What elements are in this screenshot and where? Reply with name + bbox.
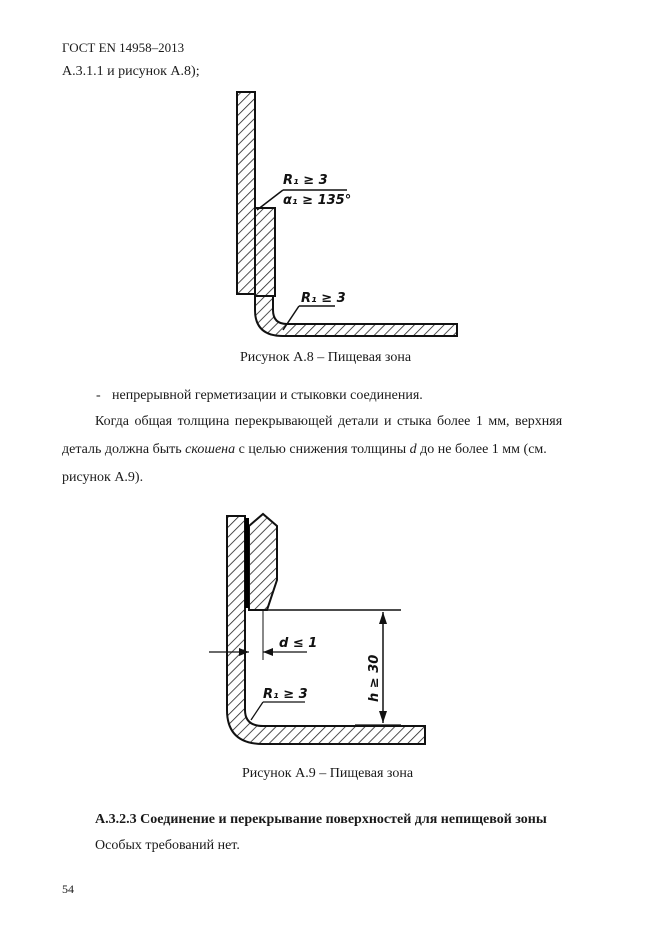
base-sheet bbox=[255, 296, 457, 336]
emphasis-d: d bbox=[409, 442, 417, 457]
paragraph-line-1: Когда общая толщина перекрывающей детали и стыка более 1 мм, верхняя bbox=[95, 414, 563, 429]
overlap-plate bbox=[255, 208, 275, 296]
section-body: Особых требований нет. bbox=[95, 838, 240, 853]
figure-a9-drawing bbox=[205, 510, 430, 755]
tapered-plate bbox=[249, 514, 277, 610]
figure-a8-caption: Рисунок А.8 – Пищевая зона bbox=[240, 350, 412, 365]
label-r1-top: R₁ ≥ 3 bbox=[283, 173, 328, 188]
label-r1: R₁ ≥ 3 bbox=[263, 687, 308, 702]
paragraph-line-2 bbox=[62, 442, 547, 458]
label-r1-bottom: R₁ ≥ 3 bbox=[301, 291, 346, 306]
paragraph-line-3: рисунок А.9). bbox=[62, 470, 144, 485]
page-number: 54 bbox=[62, 882, 74, 896]
intro-line: А.3.1.1 и рисунок А.8); bbox=[62, 64, 200, 79]
bullet-text: непрерывной герметизации и стыковки соединения. bbox=[112, 388, 423, 403]
bullet-dash: - bbox=[96, 388, 101, 403]
paragraph-line-2a: деталь должна быть bbox=[62, 442, 186, 457]
label-d: d ≤ 1 bbox=[279, 636, 318, 651]
section-heading: А.3.2.3 Соединение и перекрывание поверхностей для непищевой зоны bbox=[95, 812, 547, 827]
figure-a8-drawing bbox=[225, 88, 465, 350]
paragraph-line-2c: до не более 1 мм (см. bbox=[416, 442, 547, 457]
figure-a9-caption: Рисунок А.9 – Пищевая зона bbox=[242, 766, 414, 781]
label-alpha: α₁ ≥ 135° bbox=[283, 193, 352, 208]
label-h: h ≥ 30 bbox=[367, 654, 382, 702]
standard-header: ГОСТ EN 14958–2013 bbox=[62, 40, 185, 55]
upright-sheet bbox=[237, 92, 255, 294]
emphasis-skoshena: скошена bbox=[185, 442, 236, 457]
paragraph-line-2b: с целью снижения толщины bbox=[235, 442, 410, 457]
